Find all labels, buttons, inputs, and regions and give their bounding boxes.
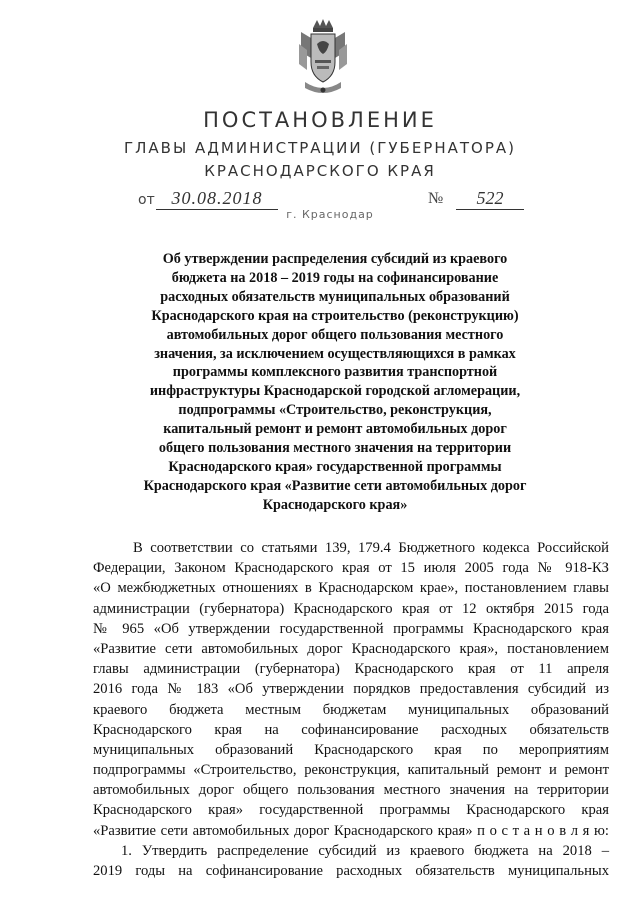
body-line: «Развитие сети автомобильных дорог Краснодарского края», постановлением	[93, 640, 609, 657]
body-line: № 965 «Об утверждении государственной программы Краснодарского края	[93, 620, 609, 637]
body-line: В соответствии со статьями 139, 179.4 Бюджетного кодекса Российской	[133, 540, 609, 556]
heading-line: расходных обязательств муниципальных образований	[160, 288, 510, 305]
heading-line: автомобильных дорог общего пользования местного	[166, 326, 504, 343]
body-line: подпрограммы «Строительство, реконструкция, капитальный ремонт и ремонт	[93, 762, 609, 779]
heading-line: Краснодарского края» государственной программы	[168, 458, 502, 475]
heading-line: значения, за исключением осуществляющихся в рамках	[154, 345, 516, 362]
body-line: администрации (губернатора) Краснодарского края от 12 октября 2015 года	[93, 600, 609, 617]
document-number: 522	[456, 188, 524, 210]
heading-line: капитальный ремонт и ремонт автомобильных дорог	[163, 421, 507, 438]
body-line: Федерации, Законом Краснодарского края от 15 июля 2005 года № 918-КЗ	[93, 560, 609, 577]
date-prefix: от	[138, 192, 155, 208]
heading-line: Краснодарского края»	[262, 496, 408, 513]
heading-line: бюджета на 2018 – 2019 годы на софинансирование	[171, 269, 499, 286]
body-line: 2016 года № 183 «Об утверждении порядков предоставления субсидий из	[93, 681, 609, 698]
document-heading	[120, 250, 550, 515]
body-line: Краснодарского края на софинансирование расходных обязательств	[93, 721, 609, 738]
issuer-line-1: ГЛАВЫ АДМИНИСТРАЦИИ (ГУБЕРНАТОРА)	[123, 139, 517, 157]
body-line: «Развитие сети автомобильных дорог Краснодарского края» п о с т а н о в л я ю:	[93, 822, 609, 839]
body-line: краевого бюджета местным бюджетам муниципальных образований	[93, 701, 609, 718]
coat-of-arms-icon	[297, 18, 349, 98]
document-date: 30.08.2018	[156, 188, 278, 210]
heading-line: инфраструктуры Краснодарской городской агломерации,	[149, 383, 521, 400]
body-line: главы администрации (губернатора) Краснодарского края от 11 апреля	[93, 661, 609, 678]
body-line: 1. Утвердить распределение субсидий из краевого бюджета на 2018 –	[121, 842, 609, 859]
document-title: ПОСТАНОВЛЕНИЕ	[203, 108, 437, 132]
heading-line: Об утверждении распределения субсидий из краевого	[162, 251, 508, 267]
body-line: муниципальных образований Краснодарского края по мероприятиям	[93, 741, 609, 758]
heading-line: программы комплексного развития транспортной	[172, 364, 498, 381]
document-body	[93, 538, 609, 881]
body-line: автомобильных дорог общего пользования местного значения на территории	[93, 782, 609, 799]
body-line: 2019 годы на софинансирование расходных обязательств муниципальных	[93, 863, 609, 879]
heading-line: Краснодарского края на строительство (реконструкцию)	[151, 307, 519, 324]
heading-line: подпрограммы «Строительство, реконструкция,	[178, 402, 492, 419]
city-label: г. Краснодар	[286, 208, 374, 221]
body-line: «О межбюджетных отношениях в Краснодарском крае», постановлением главы	[93, 580, 609, 597]
heading-line: общего пользования местного значения на территории	[158, 440, 512, 457]
issuer-line-2: КРАСНОДАРСКОГО КРАЯ	[204, 162, 436, 180]
number-prefix: №	[428, 190, 444, 207]
body-line: Краснодарского края» государственной программы Краснодарского края	[93, 802, 609, 819]
heading-line: Краснодарского края «Развитие сети автомобильных дорог	[143, 477, 527, 494]
